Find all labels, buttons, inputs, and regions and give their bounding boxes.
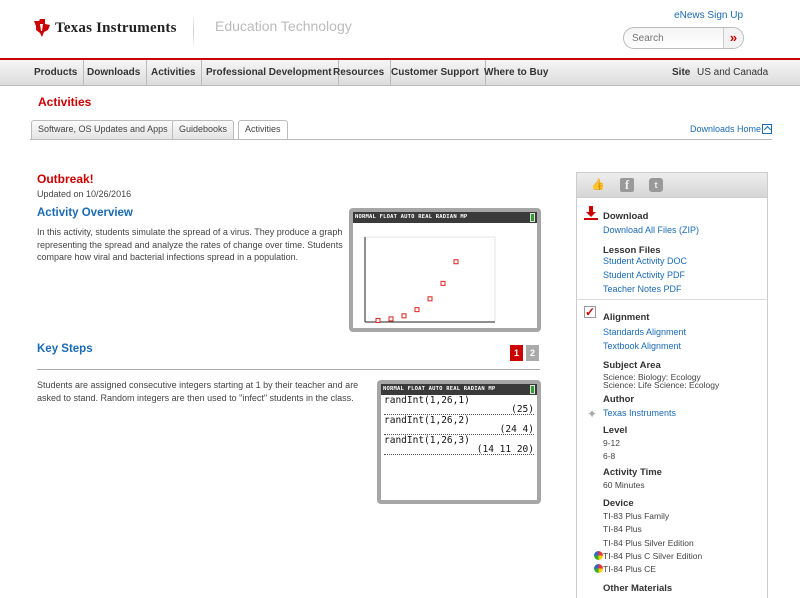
device-item: TI-84 Plus <box>603 524 642 534</box>
activity-time-value: 60 Minutes <box>603 480 645 490</box>
facebook-icon[interactable]: f <box>620 178 634 192</box>
other-materials-heading: Other Materials <box>603 583 673 594</box>
battery-icon <box>530 213 535 222</box>
calculator-graph-screenshot <box>349 208 541 332</box>
section-title: Education Technology <box>215 18 352 34</box>
calc-row <box>384 435 534 455</box>
color-device-icon <box>594 551 603 560</box>
author-link[interactable]: Texas Instruments <box>603 408 677 418</box>
calc-result: (24 4) <box>499 424 534 435</box>
download-heading: Download <box>603 211 649 222</box>
home-icon[interactable] <box>762 124 772 134</box>
nav-resources[interactable]: Resources <box>327 60 391 86</box>
device-heading: Device <box>603 498 634 509</box>
activity-time-heading: Activity Time <box>603 467 662 478</box>
calc-graph <box>353 223 537 328</box>
calc-command: randInt(1,26,3) <box>384 435 470 446</box>
level-item: 9-12 <box>603 438 621 448</box>
nav-downloads[interactable]: Downloads <box>81 60 147 86</box>
calc-result: (25) <box>511 404 534 415</box>
device-item: TI-84 Plus C Silver Edition <box>603 551 703 561</box>
key-steps-heading: Key Steps <box>37 343 93 355</box>
teacher-notes-pdf-link[interactable]: Teacher Notes PDF <box>603 284 682 294</box>
twitter-icon[interactable]: t <box>649 178 663 192</box>
calc-row <box>384 415 534 435</box>
header-divider <box>193 14 194 48</box>
tab-divider <box>30 139 772 140</box>
overview-text: In this activity, students simulate the spread of a virus. They produce a graph representing the spread and analyze the rates of change over time. Students compare how viral and bacterial infections spread in a population. <box>37 227 343 262</box>
ti-logo[interactable] <box>33 18 177 38</box>
nav-products[interactable]: Products <box>28 60 84 86</box>
ti-author-icon: ✦ <box>587 407 598 421</box>
social-bar <box>577 173 767 198</box>
enews-signup-link[interactable]: eNews Sign Up <box>674 10 743 21</box>
texas-logo-icon <box>33 18 51 38</box>
standards-alignment-link[interactable]: Standards Alignment <box>603 327 687 337</box>
site-header <box>0 0 800 58</box>
level-item: 6-8 <box>603 451 616 461</box>
updated-date: Updated on 10/26/2016 <box>37 189 132 199</box>
activity-title: Outbreak! <box>37 172 94 186</box>
brand-name: Texas Instruments <box>55 19 177 36</box>
student-activity-doc-link[interactable]: Student Activity DOC <box>603 256 688 266</box>
tab-guidebooks[interactable]: Guidebooks <box>172 120 234 139</box>
tab-activities[interactable]: Activities <box>238 120 288 140</box>
subject-area-heading: Subject Area <box>603 360 661 371</box>
step-page-1[interactable]: 1 <box>510 345 523 361</box>
checkbox-icon: ✓ <box>585 305 596 319</box>
search-box <box>623 27 744 49</box>
search-button[interactable]: » <box>723 28 743 48</box>
site-label: Site <box>672 67 691 78</box>
plot-point <box>454 260 458 264</box>
plot-point <box>428 297 432 301</box>
device-item: TI-84 Plus Silver Edition <box>603 538 694 548</box>
like-icon[interactable]: 👍 <box>591 179 605 191</box>
calc-status-bar: NORMAL FLOAT AUTO REAL RADIAN MP <box>355 214 468 220</box>
plot-point <box>441 281 445 285</box>
plot-point <box>415 308 419 312</box>
resources-sidebar <box>576 172 768 598</box>
calc-status-bar: NORMAL FLOAT AUTO REAL RADIAN MP <box>383 386 496 392</box>
calc-result: (14 11 20) <box>476 444 534 455</box>
calc-row <box>384 395 534 415</box>
author-heading: Author <box>603 394 635 405</box>
device-item: TI-84 Plus CE <box>603 564 656 574</box>
alignment-heading: Alignment <box>603 312 650 323</box>
step-page-2[interactable]: 2 <box>526 345 539 361</box>
nav-professional-development[interactable]: Professional Development <box>200 60 339 86</box>
subject-item: Science: Life Science: Ecology <box>603 380 720 390</box>
student-activity-pdf-link[interactable]: Student Activity PDF <box>603 270 686 280</box>
download-all-link[interactable]: Download All Files (ZIP) <box>603 225 700 235</box>
level-heading: Level <box>603 425 628 436</box>
main-nav <box>0 58 800 86</box>
textbook-alignment-link[interactable]: Textbook Alignment <box>603 341 682 351</box>
plot-point <box>402 314 406 318</box>
device-item: TI-83 Plus Family <box>603 511 670 521</box>
calc-command: randInt(1,26,2) <box>384 415 470 426</box>
site-selector[interactable]: US and Canada <box>697 67 769 78</box>
calculator-randint-screenshot <box>377 380 541 504</box>
subject-item: Science: Biology: Ecology <box>603 372 701 382</box>
page-title: Activities <box>38 95 92 109</box>
lesson-files-heading: Lesson Files <box>603 245 661 256</box>
key-steps-text: Students are assigned consecutive integers starting at 1 by their teacher and are asked to stand. Random integers are then used to "infect" students in the class. <box>37 380 359 403</box>
plot-point <box>389 317 393 321</box>
search-input[interactable] <box>632 31 722 46</box>
nav-customer-support[interactable]: Customer Support <box>385 60 486 86</box>
overview-heading: Activity Overview <box>37 207 133 219</box>
calc-command: randInt(1,26,1) <box>384 395 470 406</box>
key-steps-divider <box>37 369 540 370</box>
plot-point <box>376 318 380 322</box>
nav-activities[interactable]: Activities <box>145 60 202 86</box>
nav-where-to-buy[interactable]: Where to Buy <box>484 67 549 78</box>
tab-software[interactable]: Software, OS Updates and Apps <box>31 120 175 139</box>
battery-icon <box>530 385 535 394</box>
downloads-home-link[interactable]: Downloads Home <box>690 124 762 134</box>
color-device-icon <box>594 564 603 573</box>
